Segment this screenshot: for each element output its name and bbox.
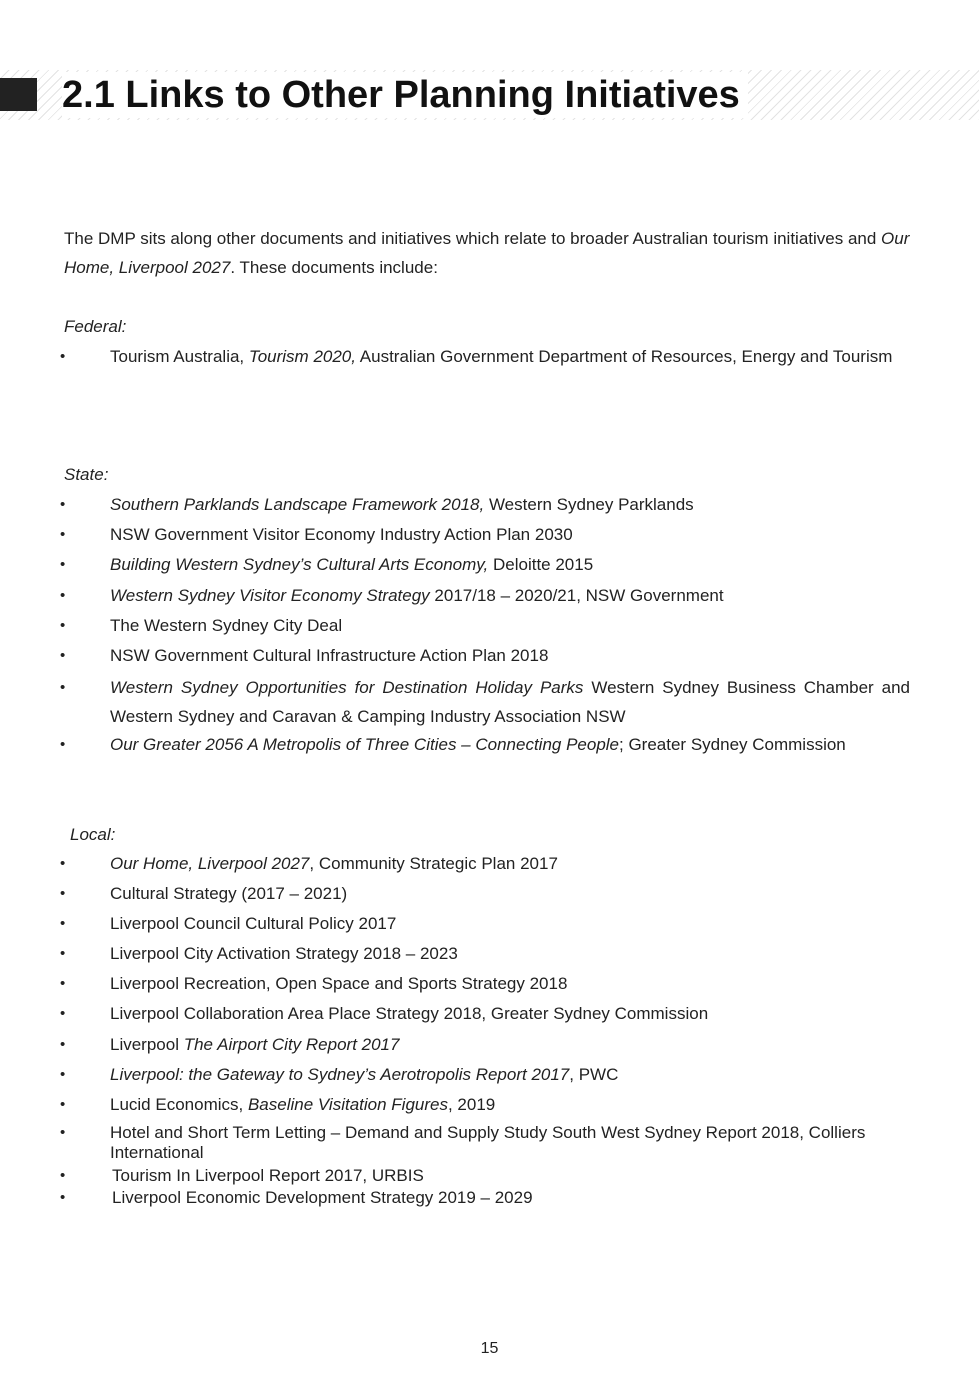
bullet-icon: • bbox=[60, 975, 66, 992]
bullet-icon: • bbox=[60, 945, 66, 962]
bullet-icon: • bbox=[60, 348, 66, 365]
bullet-icon: • bbox=[60, 556, 66, 573]
bullet-icon: • bbox=[60, 1066, 66, 1083]
bullet-icon: • bbox=[60, 1189, 66, 1206]
bullet-icon: • bbox=[60, 1036, 66, 1053]
page-number: 15 bbox=[480, 1340, 499, 1357]
bullet-icon: • bbox=[60, 496, 66, 513]
section-label-federal: Federal: bbox=[64, 317, 127, 336]
bullet-icon: • bbox=[60, 679, 66, 696]
bullet-icon: • bbox=[60, 855, 66, 872]
bullet-icon: • bbox=[60, 1096, 66, 1113]
bullet-icon: • bbox=[60, 587, 66, 604]
bullet-icon: • bbox=[60, 617, 66, 634]
header-marker-block bbox=[0, 78, 37, 111]
bullet-icon: • bbox=[60, 885, 66, 902]
page-title: 2.1 Links to Other Planning Initiatives bbox=[62, 72, 748, 118]
section-label-state: State: bbox=[64, 465, 109, 484]
bullet-icon: • bbox=[60, 1124, 66, 1141]
intro-paragraph: The DMP sits along other documents and initiatives which relate to broader Australian tourism initiatives and Our Home, Liverpool 2027. These documents include: bbox=[64, 229, 910, 277]
bullet-icon: • bbox=[60, 526, 66, 543]
bullet-icon: • bbox=[60, 915, 66, 932]
bullet-icon: • bbox=[60, 647, 66, 664]
section-label-local: Local: bbox=[70, 825, 116, 844]
bullet-icon: • bbox=[60, 1167, 66, 1184]
bullet-icon: • bbox=[60, 1005, 66, 1022]
bullet-icon: • bbox=[60, 736, 66, 753]
